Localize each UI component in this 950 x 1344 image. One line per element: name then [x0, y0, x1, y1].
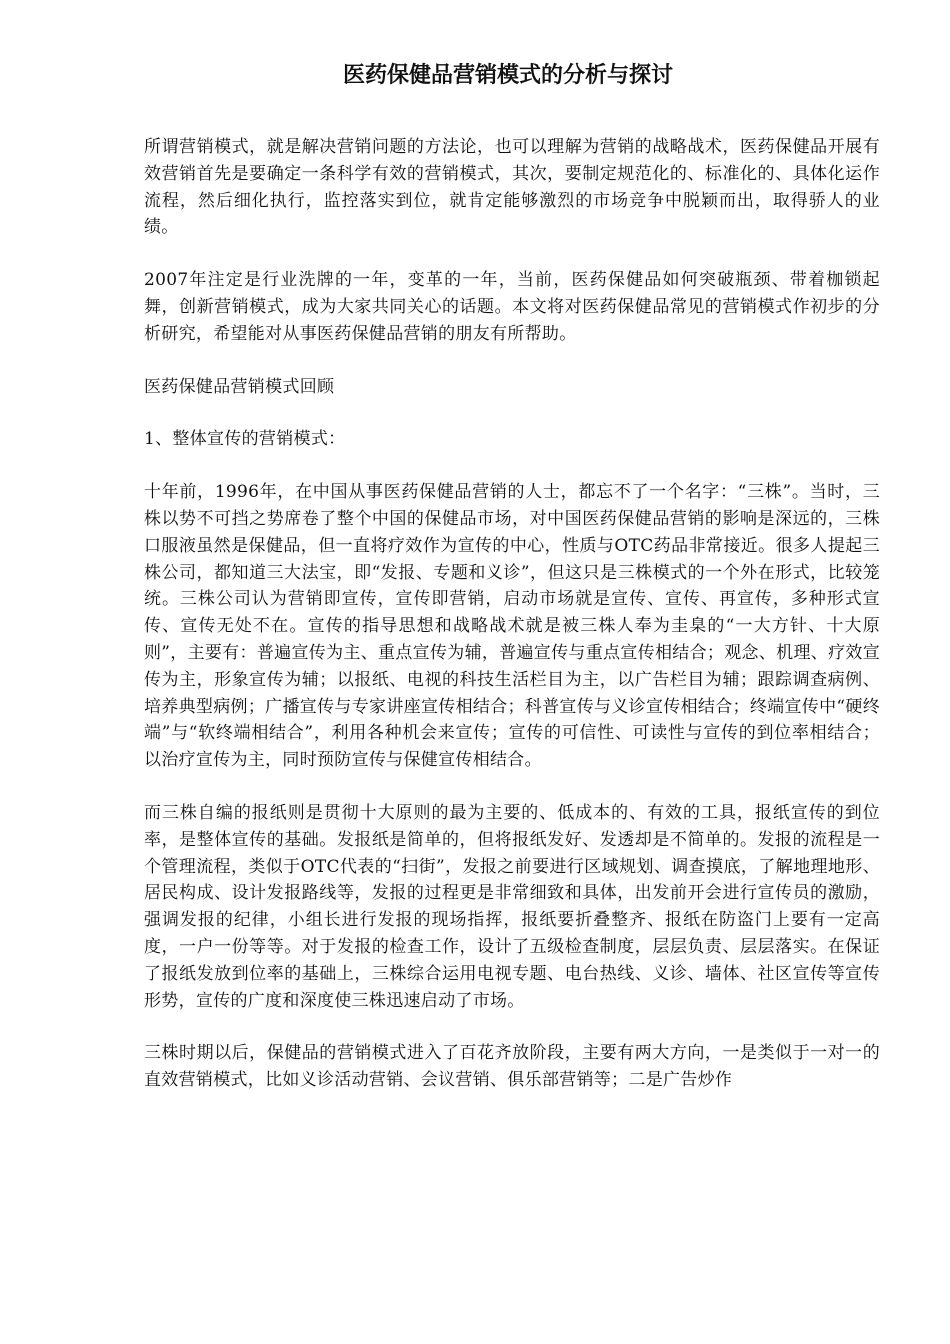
- paragraph-after-sanzhu: 三株时期以后，保健品的营销模式进入了百花齐放阶段，主要有两大方向，一是类似于一对一的直效营销模式，比如义诊活动营销、会议营销、俱乐部营销等；二是广告炒作: [144, 1043, 880, 1091]
- paragraph-sanzhu-history: 十年前，1996年，在中国从事医药保健品营销的人士，都忘不了一个名字：“三株”。当时，三株以势不可挡之势席卷了整个中国的保健品市场，对中国医药保健品营销的影响是深远的，三株口服液虽然是保健品，但一直将疗效作为宣传的中心，性质与OTC药品非常接近。很多人提起三株公司，都知道三大法宝，即“发报、专题和义诊”，但这只是三株模式的一个外在形式，比较笼统。三株公司认为营销即宣传，宣传即营销，启动市场就是宣传、宣传、再宣传，多种形式宣传、宣传无处不在。宣传的指导思想和战略战术就是被三株人奉为圭臬的“一大方针、十大原则”，主要有：普遍宣传为主、重点宣传为辅，普遍宣传与重点宣传相结合；观念、机理、疗效宣传为主，形象宣传为辅；以报纸、电视的科技生活栏目为主，以广告栏目为辅；跟踪调查病例、培养典型病例；广播宣传与专家讲座宣传相结合；科普宣传与义诊宣传相结合；终端宣传中“硬终端”与“软终端相结合”，利用各种机会来宣传；宣传的可信性、可读性与宣传的到位率相结合；以治疗宣传为主，同时预防宣传与保健宣传相结合。: [144, 482, 880, 771]
- paragraph-2007: 2007年注定是行业洗牌的一年，变革的一年，当前，医药保健品如何突破瓶颈、带着枷锁起舞，创新营销模式，成为大家共同关心的话题。本文将对医药保健品常见的营销模式作初步的分析研究，希望能对从事医药保健品营销的朋友有所帮助。: [144, 270, 880, 344]
- document-title: 医药保健品营销模式的分析与探讨: [342, 63, 673, 88]
- section-heading-review: 医药保健品营销模式回顾: [144, 376, 335, 397]
- subsection-heading-1: 1、整体宣传的营销模式：: [144, 429, 346, 450]
- paragraph-intro: 所谓营销模式，就是解决营销问题的方法论，也可以理解为营销的战略战术，医药保健品开展有效营销首先是要确定一条科学有效的营销模式，其次，要制定规范化的、标准化的、具体化运作流程，然后细化执行，监控落实到位，就肯定能够激烈的市场竞争中脱颖而出，取得骄人的业绩。: [144, 137, 880, 238]
- document-body: [144, 134, 880, 1120]
- paragraph-sanzhu-newspaper: 而三株自编的报纸则是贯彻十大原则的最为主要的、低成本的、有效的工具，报纸宣传的到位率，是整体宣传的基础。发报纸是简单的，但将报纸发好、发透却是不简单的。发报的流程是一个管理流程，类似于OTC代表的“扫街”，发报之前要进行区域规划、调查摸底，了解地理地形、居民构成、设计发报路线等，发报的过程更是非常细致和具体，出发前开会进行宣传员的激励，强调发报的纪律，小组长进行发报的现场指挥，报纸要折叠整齐、报纸在防盗门上要有一定高度，一户一份等等。对于发报的检查工作，设计了五级检查制度，层层负责、层层落实。在保证了报纸发放到位率的基础上，三株综合运用电视专题、电台热线、义诊、墙体、社区宣传等宣传形势，宣传的广度和深度使三株迅速启动了市场。: [144, 802, 880, 1011]
